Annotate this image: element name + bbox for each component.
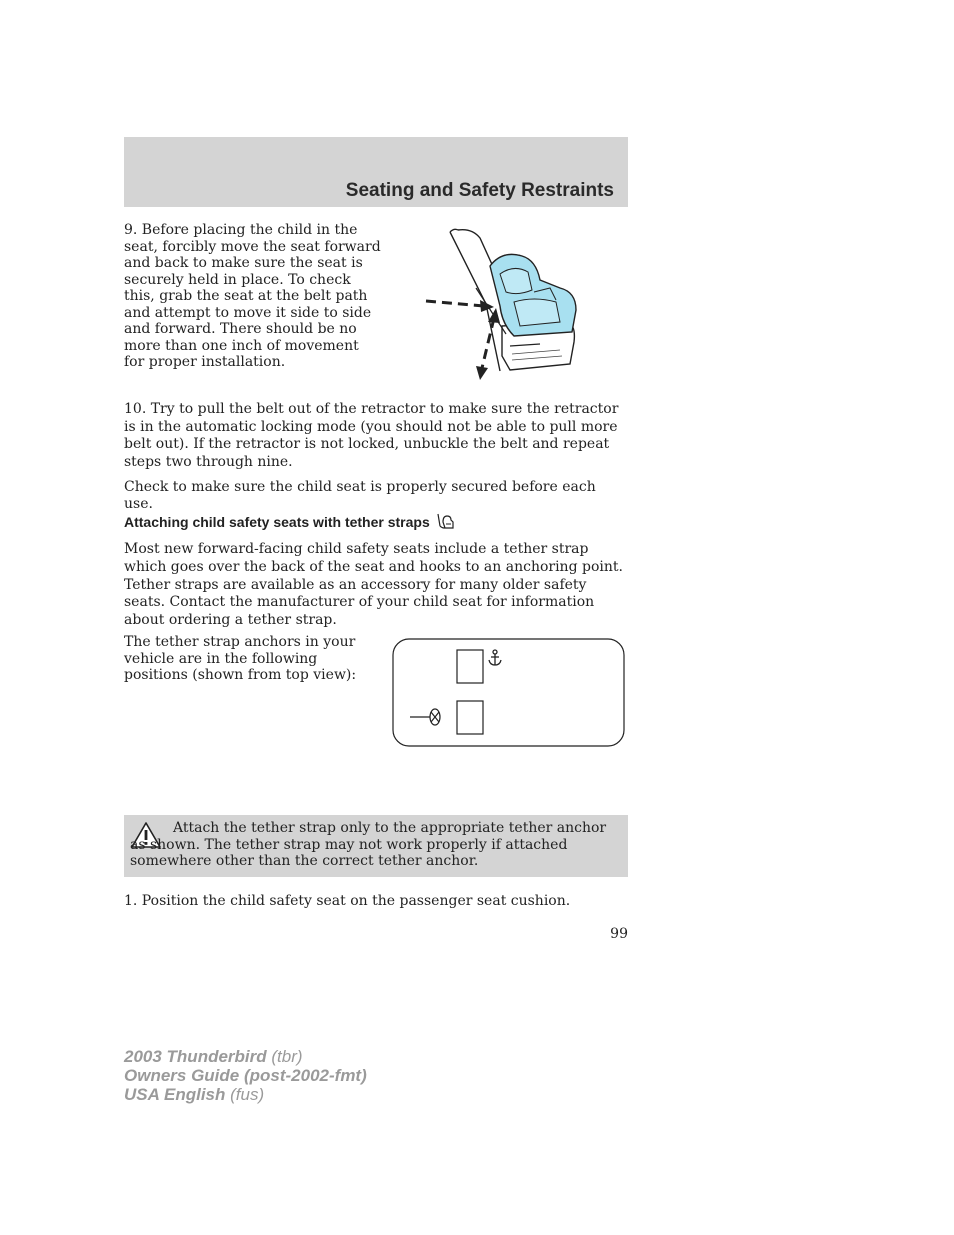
warning-box: [124, 815, 628, 877]
step-9-text: 9. Before placing the child in the seat, forcibly move the seat forward and back to make sure the seat is securely held in place. To check this, grab the seat at the belt path and attempt to move it side to side and forward. There should be no more than one inch of movement for proper installation.: [124, 222, 381, 370]
step-1-text: 1. Position the child safety seat on the passenger seat cushion.: [124, 893, 571, 909]
step-10-text: 10. Try to pull the belt out of the retractor to make sure the retractor is in the automatic locking mode (you should not be able to pull more belt out). If the retractor is not locked, unbuckle the belt and repeat steps two through nine.: [124, 401, 619, 470]
tether-heading-row: [124, 512, 456, 532]
child-seat-tether-icon: [434, 512, 456, 532]
section-header: [124, 137, 628, 207]
tether-heading: Attaching child safety seats with tether straps: [124, 514, 430, 530]
document-footer: [124, 1047, 367, 1104]
footer-guide-line: [124, 1066, 367, 1085]
footer-language-code: (fus): [230, 1085, 265, 1104]
warning-text: Attach the tether strap only to the appropriate tether anchor as shown. The tether strap may not work properly if attached somewhere other than the correct tether anchor.: [130, 820, 607, 869]
footer-model-line: [124, 1047, 367, 1066]
tether-positions-text: The tether strap anchors in your vehicle are in the following positions (shown from top view):: [124, 634, 357, 683]
check-secured-text: Check to make sure the child seat is properly secured before each use.: [124, 479, 596, 512]
child-seat-illustration: [410, 226, 590, 386]
driver-seat-shape: [457, 701, 483, 734]
section-title: Seating and Safety Restraints: [345, 180, 614, 201]
passenger-seat-shape: [457, 650, 483, 683]
footer-model-code: (tbr): [271, 1047, 303, 1066]
page-number: 99: [610, 926, 628, 942]
tether-intro-text: Most new forward-facing child safety seats include a tether strap which goes over the back of the seat and hooks to an anchoring point. Tether straps are available as an accessory for many older safety seats. Contact the manufacturer of your child seat for information about ordering a tether strap.: [124, 541, 623, 629]
footer-guide: Owners Guide (post-2002-fmt): [124, 1066, 367, 1085]
footer-language: USA English: [124, 1085, 226, 1104]
footer-language-line: [124, 1085, 367, 1104]
footer-model: 2003 Thunderbird: [124, 1047, 267, 1066]
tether-anchor-top-view-diagram: [392, 638, 626, 748]
